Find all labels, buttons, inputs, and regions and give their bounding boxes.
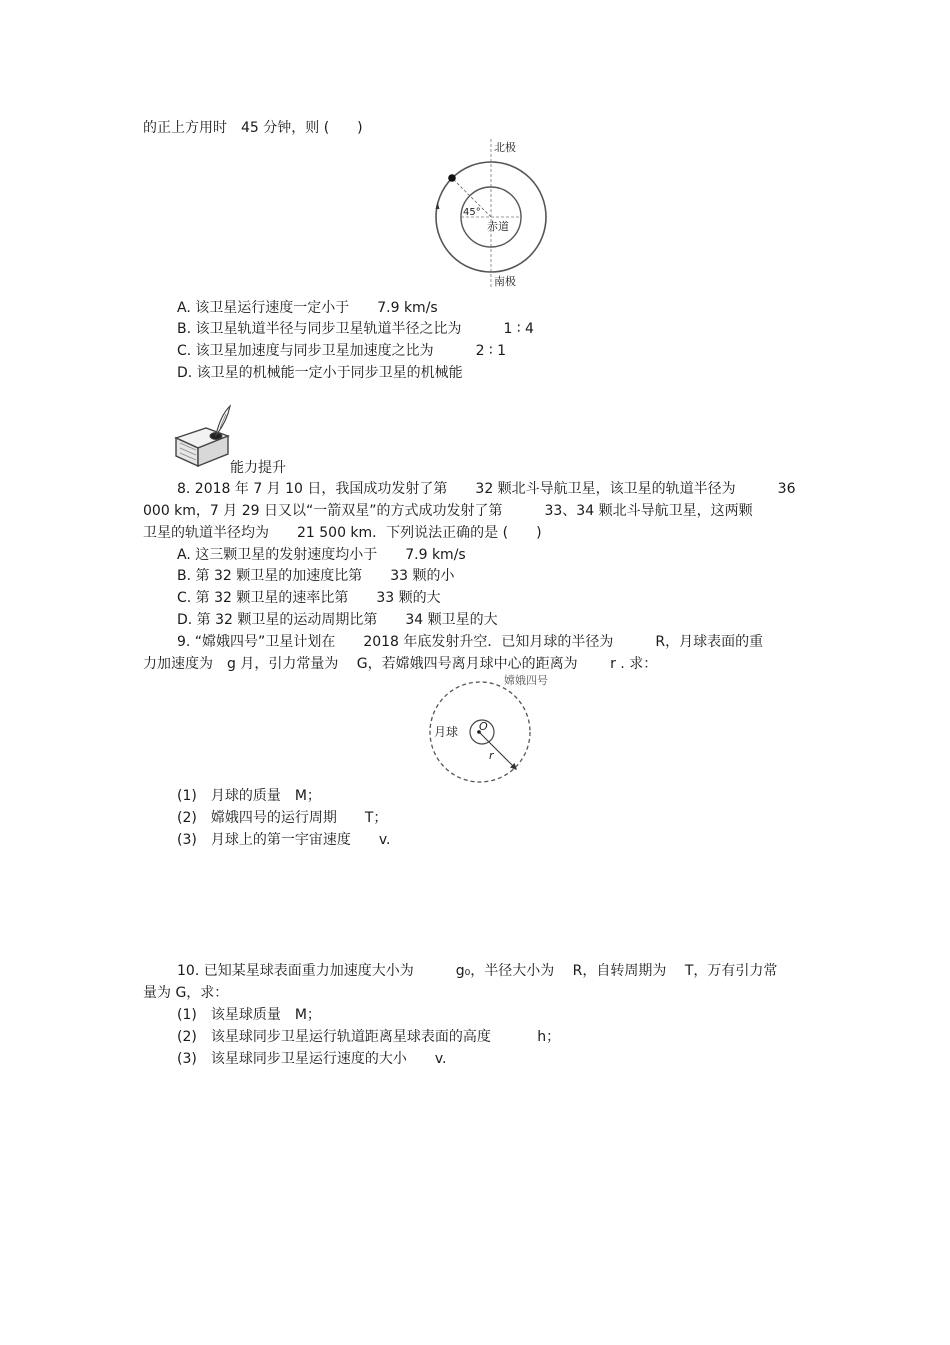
satellite-dot — [448, 174, 456, 182]
q7-option-b: B. 该卫星轨道半径与同步卫星轨道半径之比为 1 ∶ 4 — [177, 321, 534, 337]
q8-option-b: B. 第 32 颗卫星的加速度比第 33 颗的小 — [177, 568, 455, 584]
south-pole-label: 南极 — [494, 275, 516, 288]
q10-part-1: (1) 该星球质量 M； — [177, 1007, 321, 1023]
center-o-label: O — [479, 720, 488, 733]
q10-line-2: 量为 G，求： — [143, 985, 229, 1001]
section-title: 能力提升 — [230, 460, 286, 476]
q8-option-d: D. 第 32 颗卫星的运动周期比第 34 颗卫星的大 — [177, 612, 498, 628]
equator-label: 赤道 — [487, 220, 509, 233]
q10-part-2: (2) 该星球同步卫星运行轨道距离星球表面的高度 h； — [177, 1029, 561, 1045]
moon-label: 月球 — [434, 725, 459, 739]
q9-part-2: (2) 嫦娥四号的运行周期 T； — [177, 810, 388, 826]
q9-moon-orbit-figure — [420, 670, 570, 788]
change4-label: 嫦娥四号 — [504, 674, 548, 687]
q9-part-1: (1) 月球的质量 M； — [177, 788, 321, 804]
q8-line-3: 卫星的轨道半径均为 21 500 km．下列说法正确的是 ( ) — [143, 525, 542, 541]
radius-r-label: r — [489, 749, 494, 762]
north-pole-label: 北极 — [494, 141, 516, 154]
q8-option-a: A. 这三颗卫星的发射速度均小于 7.9 km/s — [177, 547, 466, 563]
q7-option-a: A. 该卫星运行速度一定小于 7.9 km/s — [177, 300, 438, 316]
q7-option-d: D. 该卫星的机械能一定小于同步卫星的机械能 — [177, 365, 463, 381]
q8-option-c: C. 第 32 颗卫星的速率比第 33 颗的大 — [177, 590, 441, 606]
q7-stem-tail: 的正上方用时 45 分钟，则 ( ) — [143, 120, 363, 136]
angle-label: 45° — [463, 207, 481, 218]
q9-line-1: 9. “嫦娥四号”卫星计划在 2018 年底发射升空．已知月球的半径为 R，月球表面的重 — [177, 634, 764, 650]
orbit-arrow-icon — [436, 202, 440, 209]
q10-part-3: (3) 该星球同步卫星运行速度的大小 v. — [177, 1051, 447, 1067]
q9-line-2: 力加速度为 g 月，引力常量为 G，若嫦娥四号离月球中心的距离为 r . 求： — [143, 656, 658, 672]
q9-part-3: (3) 月球上的第一宇宙速度 v. — [177, 832, 391, 848]
q10-line-1: 10. 已知某星球表面重力加速度大小为 g₀，半径大小为 R，自转周期为 T，万有引力常 — [177, 963, 778, 979]
book-with-quill-icon — [172, 404, 234, 472]
q7-option-c: C. 该卫星加速度与同步卫星加速度之比为 2 ∶ 1 — [177, 343, 507, 359]
radius-arrow-line — [479, 732, 515, 768]
q8-line-1: 8. 2018 年 7 月 10 日，我国成功发射了第 32 颗北斗导航卫星，该卫星的轨道半径为 36 — [177, 481, 796, 497]
q8-line-2: 000 km，7 月 29 日又以“一箭双星”的方式成功发射了第 33、34 颗北斗导航卫星，这两颗 — [143, 503, 753, 519]
q7-orbit-figure — [425, 135, 555, 293]
